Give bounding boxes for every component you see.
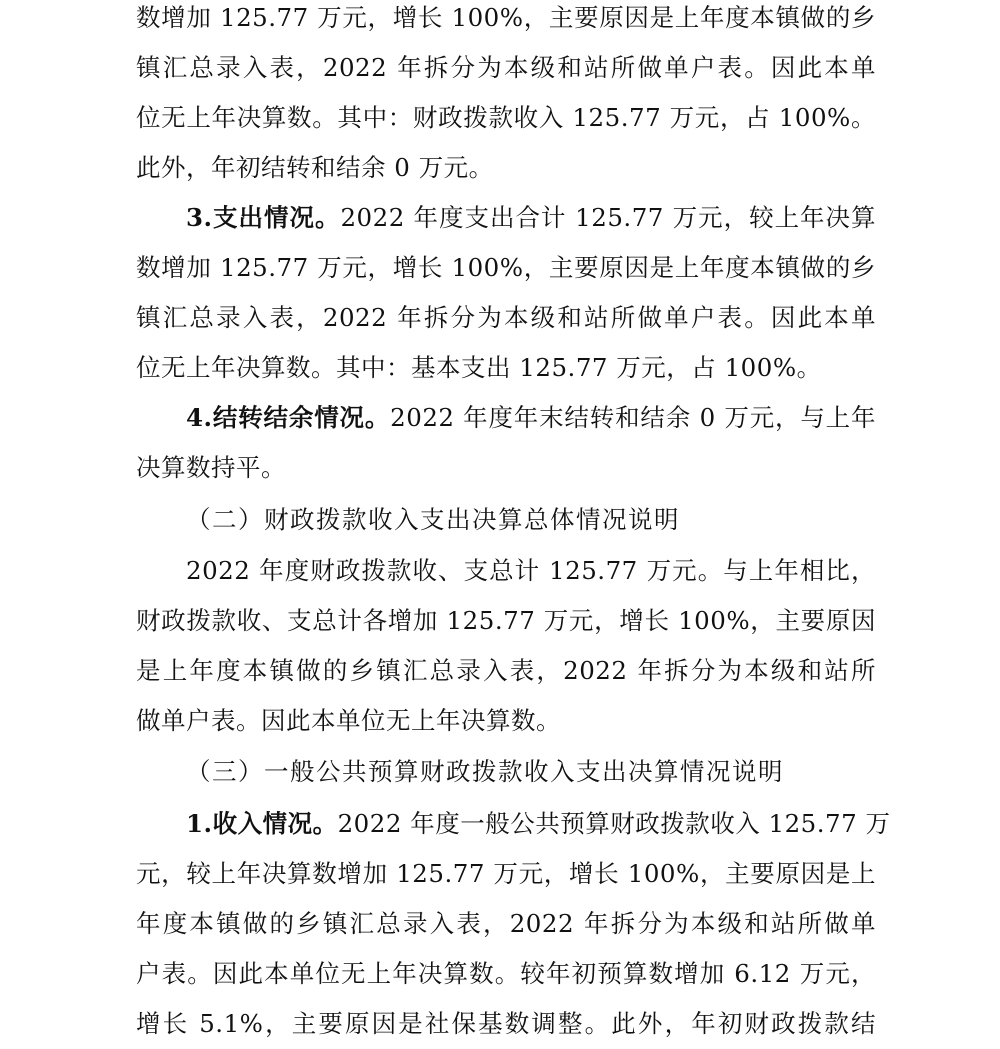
income-paragraph-first-line (186, 799, 891, 849)
carryover-paragraph-first-line (186, 393, 876, 443)
income-heading: 1.收入情况。 (186, 809, 338, 838)
text-line: 决算数持平。 (136, 453, 286, 482)
expenditure-heading: 3.支出情况。 (186, 203, 341, 232)
text-line: 户表。因此本单位无上年决算数。较年初预算数增加 6.12 万元， (136, 959, 876, 988)
text-line: 元，较上年决算数增加 125.77 万元，增长 100%，主要原因是上 (136, 859, 876, 888)
text-line: 2022 年度财政拨款收、支总计 125.77 万元。与上年相比， (186, 556, 876, 585)
text-line: 镇汇总录入表，2022 年拆分为本级和站所做单户表。因此本单 (136, 303, 876, 332)
text-line: 此外，年初结转和结余 0 万元。 (136, 153, 494, 182)
text-line: 数增加 125.77 万元，增长 100%，主要原因是上年度本镇做的乡 (136, 3, 876, 32)
text-line: 财政拨款收、支总计各增加 125.77 万元，增长 100%，主要原因 (136, 606, 876, 635)
text-line: 数增加 125.77 万元，增长 100%，主要原因是上年度本镇做的乡 (136, 253, 876, 282)
text-line: 位无上年决算数。其中：财政拨款收入 125.77 万元，占 100%。 (136, 103, 876, 132)
carryover-heading: 4.结转结余情况。 (186, 403, 391, 432)
text-line: 做单户表。因此本单位无上年决算数。 (136, 706, 561, 735)
text-line: 增长 5.1%，主要原因是社保基数调整。此外，年初财政拨款结 (136, 1009, 876, 1038)
text-line: 是上年度本镇做的乡镇汇总录入表，2022 年拆分为本级和站所 (136, 656, 876, 685)
section-2-title: （二）财政拨款收入支出决算总体情况说明 (186, 505, 680, 534)
text-line: 年度本镇做的乡镇汇总录入表，2022 年拆分为本级和站所做单 (136, 909, 876, 938)
text-run: 2022 年度一般公共预算财政拨款收入 125.77 万 (337, 809, 891, 838)
text-line: 镇汇总录入表，2022 年拆分为本级和站所做单户表。因此本单 (136, 53, 876, 82)
text-line: 位无上年决算数。其中：基本支出 125.77 万元，占 100%。 (136, 353, 822, 382)
expenditure-paragraph-first-line (186, 193, 876, 243)
text-run: 2022 年度支出合计 125.77 万元，较上年决算 (340, 203, 876, 232)
text-run: 2022 年度年末结转和结余 0 万元，与上年 (390, 403, 876, 432)
section-3-title: （三）一般公共预算财政拨款收入支出决算情况说明 (186, 757, 784, 786)
